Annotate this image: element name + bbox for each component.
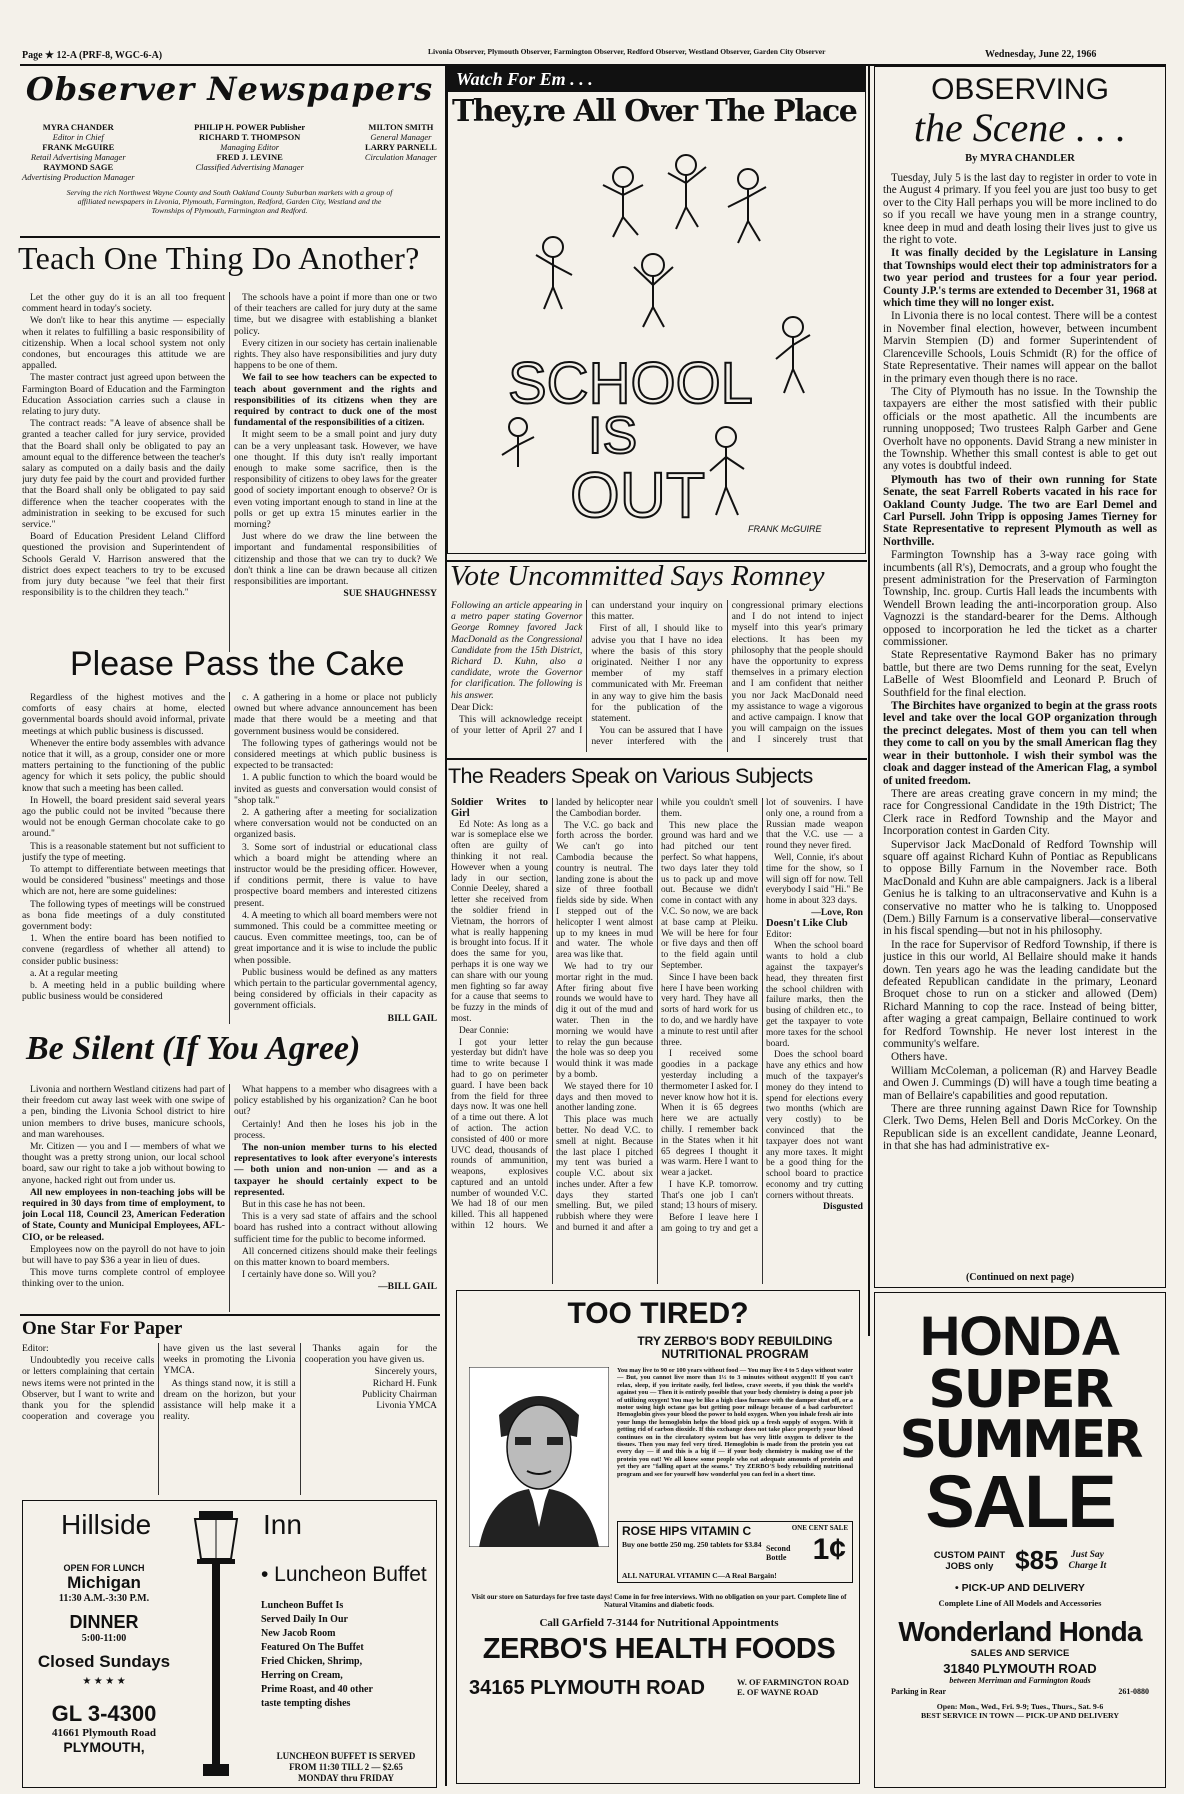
rose-hips-box (617, 1521, 853, 1583)
star-rule (20, 1314, 440, 1316)
honda-dealer-name: Wonderland Honda (898, 1616, 1142, 1647)
honda-brand: HONDA (919, 1304, 1121, 1367)
zerbo-address: 34165 PLYMOUTH ROAD (469, 1677, 705, 1699)
zerbo-visit: Visit our store on Saturdays for free taste days! Come in for free interviews. With no obligation on your part. Complete line of Natural Vitamins and diabetic foods. (471, 1593, 847, 1609)
one-cent-sale: ONE CENT SALE (791, 1524, 848, 1532)
masthead-serving: Serving the rich Northwest Wayne County and South Oakland County Suburban markets with a group of affiliated newspapers in Livonia, Plymouth, Farmington, Redford, Garden City, Westland and the Townships of Plymouth, Farmington and Redford. (66, 188, 393, 215)
luncheon-buffet-title: • Luncheon Buffet (261, 1563, 427, 1586)
watch-panel (447, 66, 866, 554)
romney-headline: Vote Uncommitted Says Romney (450, 560, 825, 592)
watch-headline: They,re All Over The Place (452, 94, 857, 129)
honda-parking: Parking in Rear (891, 1687, 947, 1696)
zerbo-headline: TOO TIRED? (567, 1297, 749, 1330)
club-title: Doesn't Like Club (766, 917, 848, 929)
honda-sale: SALE (925, 1460, 1115, 1543)
scene-byline: By MYRA CHANDLER (965, 153, 1075, 164)
zerbo-call: Call GArfield 7-3144 for Nutritional Appointments (539, 1617, 779, 1629)
soldier-title: Soldier Writes to Girl (451, 798, 548, 819)
hillside-name-b: Inn (263, 1509, 302, 1540)
honda-line: Complete Line of All Models and Accessories (938, 1598, 1102, 1608)
rose-hips-detail: Buy one bottle 250 mg. 250 tablets for $3.84 (622, 1540, 762, 1549)
zerbo-ad (456, 1290, 860, 1784)
scene-title-a: OBSERVING (931, 73, 1109, 106)
paper-list: Livonia Observer, Plymouth Observer, Farmington Observer, Redford Observer, Westland Observer, Garden City Observer (428, 47, 826, 56)
hillside-phone: GL 3-4300 (51, 1701, 157, 1726)
honda-parking-row (875, 1685, 1165, 1696)
honda-best-service: BEST SERVICE IN TOWN — PICK-UP AND DELIVERY (920, 1711, 1120, 1720)
honda-sales: SALES AND SERVICE (970, 1648, 1070, 1659)
honda-phone: 261-0880 (1118, 1687, 1149, 1696)
club-signature: Disgusted (823, 1201, 863, 1213)
honda-super: SUPER (928, 1360, 1112, 1420)
readers-body: Soldier Writes to Girl Ed Note: As long as a war is someplace else we often are guilty of thinking it not real. However when a young lady in our section, Connie Deeley, shared a letter she received from the soldier friend in Vietnam, the horrors of what is really happening is brought into focus. If it does the same for you, perhaps it is one way we can share with our young men fighting so far away for a cause that seems to be fuzzy in the minds of most. Dear Connie: I got your letter yesterday but didn't have time to write because I had to go on perimeter guard. I have been back from the field for three days now. It was one hell of a time out there. A lot of action. The action consisted of 400 or more UVC dead, thousands of rounds of ammunition, weapons, explosives captured and an untold number of wounded V.C. We had 18 of our men killed. This all happened within 12 hours. We landed by helicopter near the Cambodian border. The V.C. go back and forth across the border. We can't go into Cambodia because the country is neutral. The landing zone is about the size of three football fields side by side. When I stepped out of the helicopter I went almost up to my knees in mud and water. The whole area was like that. We had to try our mortar right in the mud. After firing about five rounds we would have to dig it out of the mud and water. Then in the morning we would have to relay the gun because the hole was so deep you would think it was made by a bomb. We stayed there for 10 days and then moved to another landing zone. This place was much better. No dead V.C. to smell at night. Because the last place I pitched my tent was buried a couple V.C. about six inches under. After a few days they started smelling. But, we piled rubbish where they were and burned it and after a while you couldn't smell them. This new place the ground was hard and we had pitched our tent perfect. So what happens, two days later they told us to pack up and move out. Because we didn't come in contact with any V.C. So now, we are back at base camp at Pleiku. We will be here for four or five days and then off to the field again until September. Since I have been back here I have been working very hard. They have all sorts of hard work for us to do, and we hardly have a minute to rest until after three. I received some goodies in a package yesterday including a thermometer I asked for. I never know how hot it is. When it is 65 degrees here we are actually chilly. I remember back in the States when it hit 65 degrees I thought it was warm. Here I want to wear a jacket. I have K.P. tomorrow. That's one job I can't stand; 13 hours of misery. Before I leave here I am going to try and get a lot of souvenirs. I have only one, a round from a Russian made weapon that the V.C. use — a round they never fired. Well, Connie, it's about time for the show, so I will sign off for now. Tell everybody I said "Hi." Be home in about 323 days. —Love, Ron Doesn't Like Club Editor: When the school board wants to hold a club against the taxpayer's head, they threaten first the school children with failure marks, then the busing of children etc., to get the taxpayer to vote more taxes for the school board. Does the school board have any ethics and how much of the taxpayer's money do they intend to spend for elections every two months (which are very costly) to be convinced that the taxpayer does not want any more taxes. It might be a good thing for the school board to practice economy and try cutting corners without threats. Disgusted (451, 798, 863, 1235)
rose-hips-title: ROSE HIPS VITAMIN C (622, 1524, 752, 1538)
natural-vitamin: ALL NATURAL VITAMIN C—A Real Bargain! (622, 1571, 777, 1580)
readers-headline: The Readers Speak on Various Subjects (448, 764, 813, 788)
cartoon-word-out: OUT (570, 459, 706, 531)
staff-col-2: PHILIP H. POWER Publisher RICHARD T. THOMPSON Managing Editor FRED J. LEVINE Classified Advertising Manager (194, 122, 306, 172)
scene-title-b: the Scene . . . (913, 105, 1127, 150)
paint-price: $85 (1015, 1545, 1059, 1575)
scene-column (874, 66, 1166, 1288)
hillside-michigan: Michigan (67, 1573, 141, 1592)
cartoon-word-is: IS (588, 407, 638, 465)
cartoon-word-school: SCHOOL (508, 351, 753, 416)
hillside-name-a: Hillside (61, 1509, 152, 1540)
honda-hours: Open: Mon., Wed., Fri. 9-9; Tues., Thurs., Sat. 9-6 (936, 1702, 1104, 1711)
hillside-city: PLYMOUTH, (63, 1739, 145, 1755)
cake-body: Regardless of the highest motives and the comforts of easy chairs at home, elected governmental boards should avoid informal, private meetings at which public business is discussed. Whenever the entire body assembles with advance notice that it will, as a group, consider one or more matters pertaining to the functioning of the public agency for which it sets policy, the public should know that such a meeting has been called. In Howell, the board president said several years ago the public could not be invited "because there would not be enough German chocolate cake to go around." This is a reasonable statement but not sufficient to justify the type of meeting. To attempt to differentiate between meetings that would be considered "business" meetings and those which are not, here are some guidelines: The following types of meetings will be construed as bona fide meetings of a duly constituted government body: 1. When the entire board has been notified to convene (regardless of whether all attend) to consider public business: a. At a regular meeting b. A meeting held in a public building where public business would be considered c. A gathering in a home or place not publicly owned but where advance announcement has been made that there would be a meeting and that government business would be considered. The following types of gatherings would not be considered meetings at which public business is expected to be transacted: 1. A public function to which the board would be invited as guests and conversation would consist of "shop talk." 2. A gathering after a meeting for socialization where conversation would not be conducted on an organized basis. 3. Some sort of industrial or educational class which a board might be attending where an instructor would be the presiding officer. However, if conditions permit, there is value to have prospective board members and interested citizens present. 4. A meeting to which all board members were not summoned. This could be a committee meeting or caucus. Even committee meetings, too, can be of great importance and it is wise to include the public when possible. Public business would be defined as any matters which pertain to the particular governmental agency, being considered by officials in their capacity as government officials. BILL GAIL (22, 692, 437, 1024)
hillside-ad (22, 1500, 437, 1788)
zerbo-name: ZERBO'S HEALTH FOODS (482, 1633, 836, 1665)
zerbo-fine-print: You may live to 90 or 100 years without food — You may live 4 to 5 days without water — But, you cannot live more than 1½ to 3 minutes without oxygen!!! If you can't relax, sleep, if you irritate easily, feel listless, crave sweets, if you think the world's against you — Then it is entirely possible that your body chemistry is doing a poor job of utilizing oxygen! You may be like a high class furnace with the damper shut off, or a motor using high octane gas but getting poor mileage because of a bad carburetor! Hemoglobin gives your blood the power to hold oxygen. When you inhale fresh air into your lungs the hemoglobin helps the blood pick up a fresh supply of oxygen. With it getting rid of carbon dioxide. If this exchange does not take place properly your blood continues on in the circulatory system but has very little oxygen to deliver to the tissues. Then you may feel very tired. Hemoglobin is made from the protein you eat every day — if and this is a big if — if your body chemistry is making use of the protein you eat! We all know some people who eat adequate amounts of protein and yet they are "falling apart at the seams." Try ZERBO'S body rebuilding nutritional program and see for yourself how wonderful you can feel in a short time. (617, 1367, 853, 1478)
cartoon-children-illustration (448, 137, 864, 551)
staff-col-1: MYRA CHANDER Editor in Chief FRANK McGUIRE Retail Advertising Manager RAYMOND SAGE Advertising Production Manager (22, 122, 135, 182)
second-bottle: Second Bottle (766, 1544, 791, 1562)
teach-headline: Teach One Thing Do Another? (18, 240, 420, 276)
readers-rule (447, 758, 867, 760)
page-label: Page ★ 12-A (PRF-8, WGC-6-A) (22, 50, 163, 61)
buffet-served: LUNCHEON BUFFET IS SERVED FROM 11:30 TILL 2 — $2.65 MONDAY thru FRIDAY (276, 1751, 416, 1783)
buffet-lines: Luncheon Buffet Is Served Daily In Our New Jacob Room Featured On The Buffet Fried Chicken, Shrimp, Herring on Cream, Prime Roast, and 40 other taste tempting dishes (261, 1600, 373, 1709)
teach-body: Let the other guy do it is an all too frequent comment heard in today's society. We don't like to hear this anytime — especially when it relates to fulfilling a basic responsibility of citizenship. When a local school system not only condones, but encourages this attitude we are appalled. The master contract just agreed upon between the Farmington Board of Education and the Farmington Education Association carries such a clause in relating to jury duty. The contract reads: "A leave of absence shall be granted a teacher called for jury service, provided that the Board shall only be obligated to pay an amount equal to the difference between the teacher's salary as computed on a daily basis and the daily jury duty fee paid by the court and provided further that the Board shall only be obligated to pay said difference when the teacher cooperates with the administration in seeking to be excused for such service." Board of Education President Leland Clifford questioned the provision and Superintendent of Schools Gerald V. Harrison answered that the district does expect teachers to try to be excused from jury duty because "we feel that their first responsibility is to the children they teach." The schools have a point if more than one or two of their teachers are called for jury duty at the same time, but we disagree with establishing a blanket policy. Every citizen in our society has certain inalienable rights. They also have responsibilities and jury duty happens to be one of them. We fail to see how teachers can be expected to teach about government and the rights and responsibilities of its citizens when they are required by contract to duck one of the most fundamental of the responsibilities of a citizen. It might seem to be a small point and jury duty can be a very unpleasant task. However, we have one thought. If this duty isn't really important enough to make some sacrifice, then is the responsibility of citizens to obey laws for the greater good of society important enough to observe? Or is even voting important enough to stand in line at the polls or get up extra 15 minutes earlier in the morning? Just where do we draw the line between the important and fundamental responsibilities of citizenship and those that we can try to duck? We don't think a line can be drawn because all citizen responsibilities are important. SUE SHAUGHNESSY (22, 292, 437, 600)
one-cent-price: 1¢ (812, 1533, 846, 1566)
issue-date: Wednesday, June 22, 1966 (985, 49, 1097, 60)
zerbo-sub: TRY ZERBO'S BODY REBUILDING NUTRITIONAL PROGRAM (637, 1334, 833, 1361)
man-portrait-photo (469, 1367, 609, 1547)
watch-kicker: Watch For Em . . . (448, 67, 865, 92)
cake-signature: BILL GAIL (387, 1012, 437, 1024)
scene-continued: (Continued on next page) (965, 1272, 1075, 1283)
star-signoff: Sincerely yours, Richard H. Funk Publicity Chairman Livonia YMCA (362, 1366, 437, 1412)
silent-headline: Be Silent (If You Agree) (26, 1030, 361, 1067)
zerbo-cross-streets: W. OF FARMINGTON ROAD E. OF WAYNE ROAD (737, 1677, 849, 1697)
closed-sundays: Closed Sundays (37, 1652, 171, 1671)
dinner-hours: 5:00-11:00 (81, 1633, 127, 1644)
staff-col-3: MILTON SMITH General Manager LARRY PARNELL Circulation Manager (364, 122, 437, 162)
cake-headline: Please Pass the Cake (70, 645, 405, 683)
masthead-title: Observer Newspapers (25, 70, 434, 108)
hillside-stars: ★ ★ ★ ★ (82, 1676, 126, 1687)
soldier-signature: —Love, Ron (811, 906, 863, 918)
honda-between: between Merriman and Farmington Roads (949, 1676, 1091, 1685)
honda-address: 31840 PLYMOUTH ROAD (943, 1661, 1097, 1676)
teach-signature: SUE SHAUGHNESSY (343, 588, 437, 600)
honda-paint-row (875, 1545, 1165, 1576)
romney-body: Following an article appearing in a metro paper stating Governor George Romney favored Jack MacDonald as the Congressional Candidate from the 15th District, Richard D. Kuhn, also a candidate, wrote the Governor for clarification. The following is his answer. Dear Dick: This will acknowledge receipt of your letter of April 27 and I can understand your inquiry on this matter. First of all, I should like to advise you that I have no idea where the basis of this story originated. Neither I nor any member of my staff communicated with Mr. Freeman in any way to give him the basis for the publication of the statement. You can be assured that I have never interfered with the congressional primary elections and I do not intend to inject myself into this year's primary elections. It has been my philosophy that the people should have the opportunity to express themselves in a primary election and I am confident that neither you nor Jack MacDonald need my assistance to wage a vigorous and active campaign. I know that you will campaign on the issues and I sincerely trust that (451, 600, 863, 748)
masthead (22, 70, 437, 230)
honda-ad (874, 1292, 1166, 1788)
charge-label: Just Say Charge It (1068, 1549, 1107, 1571)
honda-pickup: • PICK-UP AND DELIVERY (955, 1582, 1085, 1594)
star-body: Editor: Undoubtedly you receive calls or letters complaining that certain news items were not printed in the Observer, but I want to write and thank you for the splendid cooperation and coverage you have given us the last several weeks in promoting the Livonia YMCA. As things stand now, it is still a dream on the horizon, but your assistance will help make it a reality. Thanks again for the cooperation you have given us. Sincerely yours, Richard H. Funk Publicity Chairman Livonia YMCA (22, 1343, 437, 1423)
cartoon-artist: FRANK McGUIRE (748, 524, 822, 534)
center-right-rule (868, 66, 870, 1336)
silent-signature: —BILL GAIL (378, 1281, 437, 1293)
star-headline: One Star For Paper (22, 1318, 183, 1339)
hillside-dinner: DINNER (69, 1612, 139, 1632)
lamp-post-icon (181, 1509, 251, 1781)
open-for-lunch: OPEN FOR LUNCH (63, 1563, 145, 1573)
paint-label: CUSTOM PAINT JOBS only (933, 1549, 1006, 1572)
lunch-hours: 11:30 A.M.-3:30 P.M. (58, 1593, 150, 1604)
hillside-address: 41661 Plymouth Road (52, 1727, 156, 1739)
honda-summer: SUMMER (899, 1410, 1141, 1470)
scene-body: Tuesday, July 5 is the last day to register in order to vote in the August 4 primary. If you feel you are just too busy to get over to the City Hall perhaps you will be more inclined to do so if you recall we have young men in a strange country, knee deep in mud and death losing their lives just to give us the right to vote. It was finally decided by the Legislature in Lansing that Townships would elect their top administrators for a two year period and trustees for a four year period. County J.P.'s terms are extended to December 31, 1968 at which time they will no longer exist. In Livonia there is no local contest. There will be a contest in November final election, however, between incumbent Marvin Stempien (D) and former Superintendent of Clarenceville Schools, Louis Schmidt (R) for the office of State Representative. Their names will appear on the ballot in the primary even though there is no race. The City of Plymouth has no issue. In the Township the taxpayers are either the most satisfied with their public officials or the most apathetic. All the incumbents are running unopposed; Two trustees Ralph Garber and Gene Overholt have no opponents. David Strang a new minister in the Township. Whether this small contest is able to get out any votes is doubtful indeed. Plymouth has two of their own running for State Senate, the seat Farrell Roberts vacated in his race for Oakland County Judge. The two are Earl Demel and Carl Pursell. John Tripp is opposing James Tierney for State Representative to represent Plymouth as well as Northville. Farmington Township has a 3-way race going with incumbents (all R's), Democrats, and a group who fought the present administration for the Preservation of Farmington Township, Inc. group. Curtis Hall leads the incumbents with Wendell Brown leading the anti-incorporation group. Also Vagnozzi is the standard-bearer for the Dems. Although opposed to incorporation he led the ticket as a charter commissioner. State Representative Raymond Baker has no primary battle, but there are two Dems running for the seat, Evelyn LaBelle of West Bloomfield and Leonard P. Bruch of Southfield for the final election. The Birchites have organized to begin at the grass roots level and take over the local GOP organization through the precinct delegates. Most of them you can tell when they come to call on you by the small American flag they wear in their buttonhole. I wish their symbol was the cloak and dagger instead of the American Flag, a symbol of united freedom. There are areas creating grave concern in my mind; the race for Congressional Candidate in the 19th District; The Clerk race in Redford Township and the Mayor and Incorporation contest in Garden City. Supervisor Jack MacDonald of Redford Township will square off against Richard Kuhn of Pontiac as Republicans to oppose Billy Farnum in the November race. Both MacDonald and Kuhn are able campaigners. Jack is a liberal Genius he is talking to an ultraconservative and Kuhn is a conservative no matter who he is talking to. Unopposed (Dem.) Billy Farnum is a conservative liberal—conservative in his fiscal spending—but not in his philosophy. In the race for Supervisor of Redford Township, if there is justice in this our world, Al Bellaire should make it hands down. Ten years ago he was the leading candidate but the defeated Republican candidate in the primary, Leonard Broquet chose to run on a sticker and allowed (Dem) Richard Manning to cop the race. Instead of being bitter, after waging a great campaign, Bellaire continued to work for Redford Township. He never lost interest in the community's welfare. Others have. William McColeman, a policeman (R) and Harvey Beadle and Owen J. Cummings (D) will have a tough time beating a man of Bellaire's capabilities and good reputation. There are three running against Dawn Rice for Township Clerk. Two Dems, Helen Bell and Doris McCorkey. On the Republican side is an excellent candidate, Jeanne Leonard, in that she has had administrative ex- (883, 172, 1157, 1153)
silent-body: Livonia and northern Westland citizens had part of their freedom cut away last week with one swipe of a pen, binding the Livonia School district to hire union members to drive buses, manicure schools, and man warehouses. Mr. Citizen — you and I — members of what we thought was a pretty strong union, our local school board, saw our right to take a job without bowing to anyone, hacked right out from under us. All new employees in non-teaching jobs will be required in 30 days from time of employment, to join Local 118, Council 23, American Federation of State, County and Municipal Employees, AFL-CIO, or be released. Employees now on the payroll do not have to join but will have to pay $36 a year in lieu of dues. This move turns complete control of employee thinking over to the union. What happens to a member who disagrees with a policy established by his organization? Can he boot out? Certainly! And then he loses his job in the process. The non-union member turns to his elected representatives to look after everyone's interests — both union and non-union — and as a taxpayer he should certainly expect to be represented. But in this case he has not been. This is a very sad state of affairs and the school board has rushed into a contract without allowing sufficient time for the public to become informed. All concerned citizens should make their feelings on this matter known to board members. I certainly have done so. Will you? —BILL GAIL (22, 1084, 437, 1293)
masthead-rule (20, 236, 440, 238)
